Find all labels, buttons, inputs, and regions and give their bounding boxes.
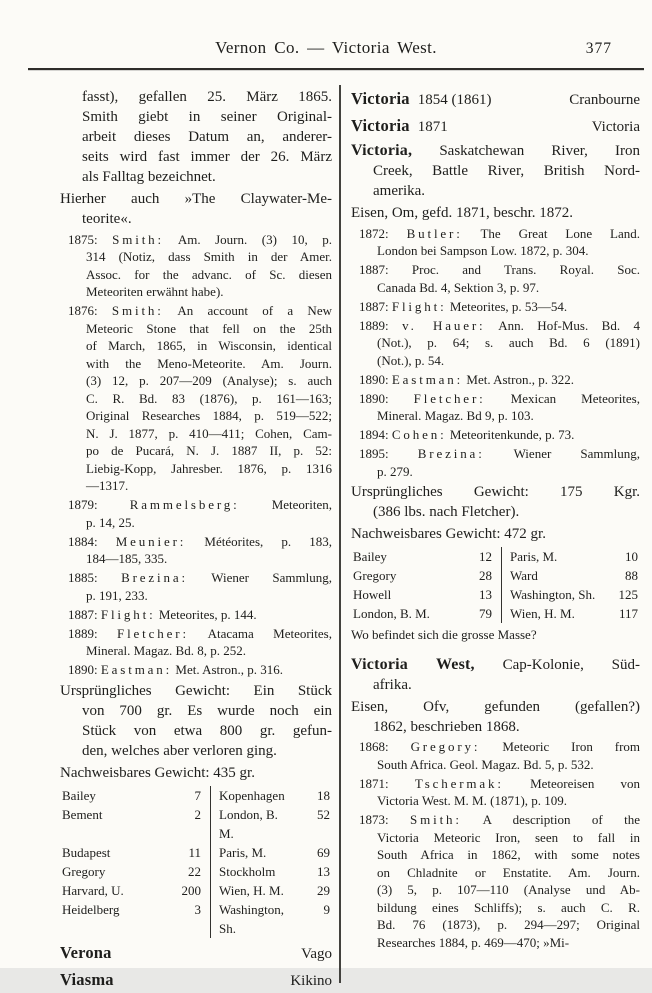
collection-name: Gregory bbox=[353, 568, 397, 583]
page-number: 377 bbox=[585, 40, 612, 57]
text-line-content: fasst), gefallen 25. März 1865. bbox=[82, 89, 332, 105]
text-line: Canada Bd. 4, Sektion 3, p. 97. bbox=[377, 279, 540, 295]
bibliography-entry bbox=[60, 661, 332, 679]
text-line bbox=[60, 681, 332, 701]
bib-year: 1887: bbox=[359, 298, 389, 314]
text-line bbox=[60, 763, 332, 783]
text-line bbox=[60, 496, 332, 514]
headword: Victoria, bbox=[351, 142, 413, 159]
table-row bbox=[62, 900, 332, 938]
text-line-content: Météorites, p. 183, bbox=[204, 533, 333, 549]
collection-name: Bailey bbox=[62, 787, 96, 803]
text-line bbox=[60, 606, 332, 624]
weight-value: 200 bbox=[181, 882, 201, 898]
bib-author: Butler: bbox=[406, 225, 463, 241]
bib-author: Cohen: bbox=[391, 427, 447, 442]
bibliography-entry bbox=[60, 625, 332, 660]
text-line-content: Meteoriten, bbox=[271, 497, 333, 512]
table-row bbox=[62, 862, 332, 881]
text-line: Meteoriten erwähnt habe). bbox=[86, 284, 224, 299]
bibliography-entry bbox=[60, 231, 332, 301]
table-row bbox=[62, 881, 332, 900]
bibliography-entry bbox=[351, 225, 640, 260]
bib-year: 1876: bbox=[68, 303, 98, 318]
weight-value: 52 bbox=[317, 806, 330, 822]
collection-name: Budapest bbox=[62, 844, 111, 860]
bib-year: 1884: bbox=[68, 533, 98, 549]
table-row bbox=[353, 566, 640, 585]
collection-name: Kopenhagen bbox=[210, 786, 290, 805]
headword: Victoria bbox=[351, 116, 410, 135]
crossref-target: Vago bbox=[301, 945, 332, 962]
bib-year: 1887: bbox=[359, 262, 389, 277]
weight-value: 69 bbox=[317, 844, 330, 860]
bib-year: 1889: bbox=[359, 317, 389, 333]
bib-author: Brezina: bbox=[121, 570, 188, 585]
text-line: als Falltag bezeichnet. bbox=[82, 169, 216, 185]
text-line: Victoria West. M. M. (1871), p. 109. bbox=[377, 793, 568, 808]
text-line: Mineral. Magaz. Bd. 8, p. 252. bbox=[86, 643, 246, 658]
collection-name: Heidelberg bbox=[62, 901, 120, 917]
right-column bbox=[341, 85, 640, 993]
text-line bbox=[60, 189, 332, 209]
headword-group bbox=[60, 968, 114, 993]
text-line: Original Researches 1884, p. 519—522; bbox=[86, 408, 332, 423]
text-line-content: Cap-Kolonie, Süd- bbox=[502, 656, 641, 673]
weight-value: 117 bbox=[618, 606, 638, 621]
text-line bbox=[60, 231, 332, 249]
bibliography-entry bbox=[351, 261, 640, 296]
bib-author: Meunier: bbox=[115, 533, 187, 549]
text-line: von 700 gr. Es wurde noch ein bbox=[82, 702, 332, 719]
collection-name: Gregory bbox=[62, 863, 106, 879]
bib-year: 1895: bbox=[359, 446, 389, 461]
bibliography-entry bbox=[351, 426, 640, 444]
bibliography-entry bbox=[351, 775, 640, 810]
weight-value: 22 bbox=[188, 863, 201, 879]
text-line bbox=[60, 661, 332, 679]
crossref-headline bbox=[351, 87, 640, 112]
bib-author: Gregory: bbox=[410, 739, 481, 754]
text-line: Stück von etwa 800 gr. gefun- bbox=[82, 722, 332, 739]
text-line: Assoc. for the advanc. of Sc. diesen bbox=[86, 266, 332, 282]
text-line bbox=[60, 569, 332, 587]
bib-author: Brezina: bbox=[417, 446, 485, 461]
weight-value: 12 bbox=[479, 549, 492, 564]
bib-year: 1890: bbox=[359, 371, 389, 387]
paragraph bbox=[351, 626, 640, 644]
headword: Victoria West, bbox=[351, 655, 475, 673]
crossref-headline bbox=[351, 114, 640, 139]
collection-name: Washington, Sh. bbox=[210, 900, 290, 938]
headword: Viasma bbox=[60, 969, 114, 989]
text-line: Meteoric Stone that fell on the 25th bbox=[86, 320, 332, 336]
spacer bbox=[351, 644, 640, 653]
text-line bbox=[351, 371, 640, 389]
text-line bbox=[351, 141, 640, 161]
bibliography-entry bbox=[351, 445, 640, 480]
bibliography-entry bbox=[60, 533, 332, 568]
table-row bbox=[62, 786, 332, 805]
weight-value: 11 bbox=[188, 844, 201, 860]
text-line bbox=[351, 697, 640, 717]
text-line bbox=[351, 261, 640, 279]
collection-name: London, B. M. bbox=[353, 606, 430, 621]
bib-author: Eastman: bbox=[391, 371, 464, 387]
text-line-content: A description of the bbox=[482, 812, 640, 827]
text-line: p. 14, 25. bbox=[86, 514, 135, 530]
text-line bbox=[351, 524, 640, 544]
text-line-content: Nachweisbares Gewicht: 435 gr. bbox=[60, 764, 255, 781]
weight-value: 88 bbox=[625, 568, 638, 583]
bib-year: 1885: bbox=[68, 570, 98, 585]
page-header-title: Vernon Co. — Victoria West. bbox=[215, 38, 437, 57]
text-line: Bd. 76 (1873), p. 294—297; Original bbox=[377, 917, 640, 932]
text-line bbox=[351, 811, 640, 829]
text-line: amerika. bbox=[373, 183, 426, 199]
bib-author: Fletcher: bbox=[413, 390, 486, 406]
text-line-content: Meteoric Iron from bbox=[502, 739, 641, 754]
text-line: (Not.), p. 54. bbox=[377, 352, 445, 368]
text-line: p. 191, 233. bbox=[86, 587, 148, 603]
weight-value: 79 bbox=[479, 606, 492, 621]
text-line: 184—185, 335. bbox=[86, 551, 168, 566]
table-row bbox=[353, 604, 640, 623]
text-line-content: Ursprüngliches Gewicht: Ein Stück bbox=[60, 682, 332, 699]
text-line bbox=[351, 775, 640, 793]
text-line: Victoria Meteoric Iron, seen to fall in bbox=[377, 829, 640, 845]
text-line-content: Saskatchewan River, Iron bbox=[439, 143, 640, 159]
bib-year: 1879: bbox=[68, 497, 98, 512]
crossref-target: Kikino bbox=[290, 972, 332, 989]
collection-name: Wien, H. M. bbox=[210, 881, 290, 900]
text-line: afrika. bbox=[373, 676, 412, 693]
bib-author: Smith: bbox=[410, 812, 462, 827]
paragraph bbox=[60, 681, 332, 761]
text-line: Creek, Battle River, British Nord- bbox=[373, 163, 640, 179]
weight-value: 13 bbox=[317, 863, 330, 879]
headword: Verona bbox=[60, 942, 112, 962]
text-line bbox=[351, 225, 640, 243]
paragraph bbox=[60, 87, 332, 187]
text-line: seits wird fast immer der 26. März bbox=[82, 149, 332, 165]
bib-year: 1875: bbox=[68, 231, 98, 247]
text-line bbox=[351, 482, 640, 502]
text-line bbox=[351, 655, 640, 675]
weight-value: 7 bbox=[194, 787, 201, 803]
text-line-content: Eisen, Ofv, gefunden (gefallen?) bbox=[351, 698, 640, 715]
text-line-content: Met. Astron., p. 322. bbox=[466, 371, 575, 387]
collection-name: Washington, Sh. bbox=[501, 585, 598, 604]
collection-name: Ward bbox=[501, 566, 598, 585]
text-line bbox=[60, 625, 332, 643]
collection-name: Paris, M. bbox=[210, 843, 290, 862]
collection-name: London, B. M. bbox=[210, 805, 290, 843]
text-line bbox=[60, 87, 332, 107]
text-line-content: Meteorites, p. 53—54. bbox=[449, 298, 568, 314]
page-header bbox=[0, 0, 652, 62]
crossref-target: Victoria bbox=[591, 119, 640, 135]
text-line-content: Nachweisbares Gewicht: 472 gr. bbox=[351, 526, 546, 542]
text-line: N. J. 1877, p. 410—411; Cohen, Cam- bbox=[86, 425, 332, 441]
headword-group bbox=[351, 114, 448, 139]
bib-author: Rammelsberg: bbox=[129, 497, 240, 512]
table-row bbox=[62, 843, 332, 862]
bib-author: Tschermak: bbox=[414, 775, 504, 791]
bib-year: 1889: bbox=[68, 625, 98, 641]
text-line bbox=[351, 317, 640, 335]
text-line-content: Meteorites, p. 144. bbox=[158, 606, 257, 622]
weight-value: 2 bbox=[194, 806, 201, 822]
text-line: (3) 12, p. 207—209 (Analyse); s. auch bbox=[86, 373, 332, 388]
text-line: (386 lbs. nach Fletcher). bbox=[373, 504, 520, 520]
text-line: of March, 1865, in Wisconsin, identical bbox=[86, 338, 332, 353]
text-line: 1862, beschrieben 1868. bbox=[373, 718, 520, 735]
text-line bbox=[351, 626, 640, 644]
collection-name: Harvard, U. bbox=[62, 882, 124, 898]
paragraph bbox=[351, 482, 640, 522]
text-line-content: Meteoritenkunde, p. 73. bbox=[449, 427, 575, 442]
text-line-content: Proc. and Trans. Royal. Soc. bbox=[411, 262, 640, 277]
text-line-content: Meteoreisen von bbox=[530, 775, 640, 791]
weight-value: 125 bbox=[618, 587, 638, 602]
text-line: Smith giebt in seiner Original- bbox=[82, 109, 332, 125]
bibliography-entry bbox=[351, 811, 640, 951]
text-line: —1317. bbox=[86, 478, 129, 493]
bib-author: v. Hauer: bbox=[402, 317, 486, 333]
crossref-target: Cranbourne bbox=[569, 92, 640, 108]
paragraph bbox=[351, 697, 640, 737]
table-row bbox=[353, 547, 640, 566]
distribution-table bbox=[62, 786, 332, 938]
text-line-content: Wiener Sammlung, bbox=[513, 446, 640, 461]
text-line bbox=[60, 533, 332, 551]
table-row bbox=[353, 585, 640, 604]
text-line: arbeit dieses Datum an, anderer- bbox=[82, 129, 332, 145]
bib-author: Fletcher: bbox=[116, 625, 189, 641]
headword-year: 1854 (1861) bbox=[417, 92, 492, 108]
text-line-content: Ursprüngliches Gewicht: 175 Kgr. bbox=[351, 484, 640, 500]
text-line: South Africa in 1862, with some notes bbox=[377, 847, 640, 862]
text-line: London bei Sampson Low. 1872, p. 304. bbox=[377, 243, 589, 258]
bib-year: 1887: bbox=[68, 606, 98, 622]
text-line bbox=[351, 445, 640, 463]
crossref-headline bbox=[60, 968, 332, 993]
bib-year: 1873: bbox=[359, 812, 389, 827]
text-line: South Africa. Geol. Magaz. Bd. 5, p. 532. bbox=[377, 756, 594, 772]
text-line: Researches 1884, p. 469—470; »Mi- bbox=[377, 934, 570, 950]
bib-year: 1890: bbox=[359, 390, 389, 406]
text-line: Liebig-Kopp, Jahresber. 1876, p. 1316 bbox=[86, 460, 332, 476]
weight-value: 29 bbox=[317, 882, 330, 898]
bib-author: Flight: bbox=[391, 298, 447, 314]
bib-author: Smith: bbox=[112, 231, 164, 247]
catalog-entry bbox=[351, 141, 640, 201]
collection-name: Stockholm bbox=[210, 862, 290, 881]
headword-group bbox=[351, 87, 491, 112]
headword: Victoria bbox=[351, 89, 410, 108]
text-line-content: Mexican Meteorites, bbox=[510, 390, 640, 406]
left-column bbox=[60, 85, 332, 993]
text-line-content: Wiener Sammlung, bbox=[211, 570, 332, 585]
weight-value: 9 bbox=[323, 901, 330, 917]
text-line bbox=[351, 738, 640, 756]
text-line: p. 279. bbox=[377, 463, 413, 479]
text-line-content: Hierher auch »The Claywater-Me- bbox=[60, 191, 332, 207]
text-line-content: The Great Lone Land. bbox=[480, 225, 641, 241]
bibliography-entry bbox=[351, 298, 640, 316]
weight-value: 28 bbox=[479, 568, 492, 583]
text-line bbox=[351, 426, 640, 444]
weight-value: 18 bbox=[317, 787, 330, 803]
bib-author: Flight: bbox=[100, 606, 156, 622]
bibliography-entry bbox=[60, 569, 332, 604]
collection-name: Howell bbox=[353, 587, 392, 602]
bib-year: 1894: bbox=[359, 427, 389, 442]
bibliography-entry bbox=[60, 606, 332, 624]
text-line: (3) 5, p. 107—110 (Analyse und Ab- bbox=[377, 882, 640, 897]
bibliography-entry bbox=[351, 390, 640, 425]
bib-year: 1868: bbox=[359, 739, 389, 754]
text-line: teorite«. bbox=[82, 211, 132, 227]
weight-value: 10 bbox=[625, 549, 638, 564]
distribution-table bbox=[353, 547, 640, 623]
bibliography-entry bbox=[60, 302, 332, 495]
weight-value: 3 bbox=[194, 901, 201, 917]
text-line-content: Atacama Meteorites, bbox=[207, 625, 332, 641]
bibliography-entry bbox=[351, 371, 640, 389]
headword-year: 1871 bbox=[417, 119, 448, 135]
text-line: (Not.), p. 64; s. auch Bd. 6 (1891) bbox=[377, 335, 640, 350]
headword-group bbox=[60, 941, 112, 966]
text-line-content: Eisen, Om, gefd. 1871, beschr. 1872. bbox=[351, 205, 574, 221]
text-line bbox=[351, 203, 640, 223]
weight-value: 13 bbox=[479, 587, 492, 602]
text-line-content: Ann. Hof-Mus. Bd. 4 bbox=[498, 317, 640, 333]
text-line: with the Meno-Meteorite. Am. Journ. bbox=[86, 355, 332, 371]
table-row bbox=[62, 805, 332, 843]
bibliography-entry bbox=[60, 496, 332, 531]
collection-name: Wien, H. M. bbox=[501, 604, 598, 623]
collection-name: Bement bbox=[62, 806, 103, 822]
bibliography-entry bbox=[351, 738, 640, 773]
text-line-content: Am. Journ. (3) 10, p. bbox=[177, 231, 332, 247]
text-line: 314 (Notiz, dass Smith in der Amer. bbox=[86, 249, 332, 264]
text-line: po de Pucará, N. J. 1887 II, p. 52: bbox=[86, 443, 332, 458]
text-line: on Chladnite or Enstatite. Am. Journ. bbox=[377, 864, 640, 880]
bib-author: Eastman: bbox=[100, 662, 173, 677]
text-line: den, welches aber verloren ging. bbox=[82, 742, 277, 759]
collection-name: Bailey bbox=[353, 549, 387, 564]
crossref-headline bbox=[60, 941, 332, 966]
text-line-content: An account of a New bbox=[177, 303, 332, 318]
paragraph bbox=[60, 189, 332, 229]
text-line bbox=[351, 298, 640, 316]
paragraph bbox=[351, 524, 640, 544]
text-line-content: Wo befindet sich die grosse Masse? bbox=[351, 627, 537, 642]
bib-year: 1890: bbox=[68, 662, 98, 677]
text-line: C. R. Bd. 83 (1876), p. 161—163; bbox=[86, 390, 332, 406]
collection-name: Paris, M. bbox=[501, 547, 598, 566]
text-line: bildung eines Schliffs); s. auch C. R. bbox=[377, 899, 640, 915]
text-line-content: Met. Astron., p. 316. bbox=[175, 662, 284, 677]
bibliography-entry bbox=[351, 317, 640, 370]
bib-year: 1871: bbox=[359, 775, 389, 791]
page-body bbox=[0, 70, 652, 993]
text-line bbox=[351, 390, 640, 408]
bib-author: Smith: bbox=[111, 303, 164, 318]
paragraph bbox=[60, 763, 332, 783]
text-line bbox=[60, 302, 332, 320]
bib-year: 1872: bbox=[359, 225, 389, 241]
catalog-entry bbox=[351, 655, 640, 695]
text-line: Mineral. Magaz. Bd 9, p. 103. bbox=[377, 408, 534, 423]
paragraph bbox=[351, 203, 640, 223]
